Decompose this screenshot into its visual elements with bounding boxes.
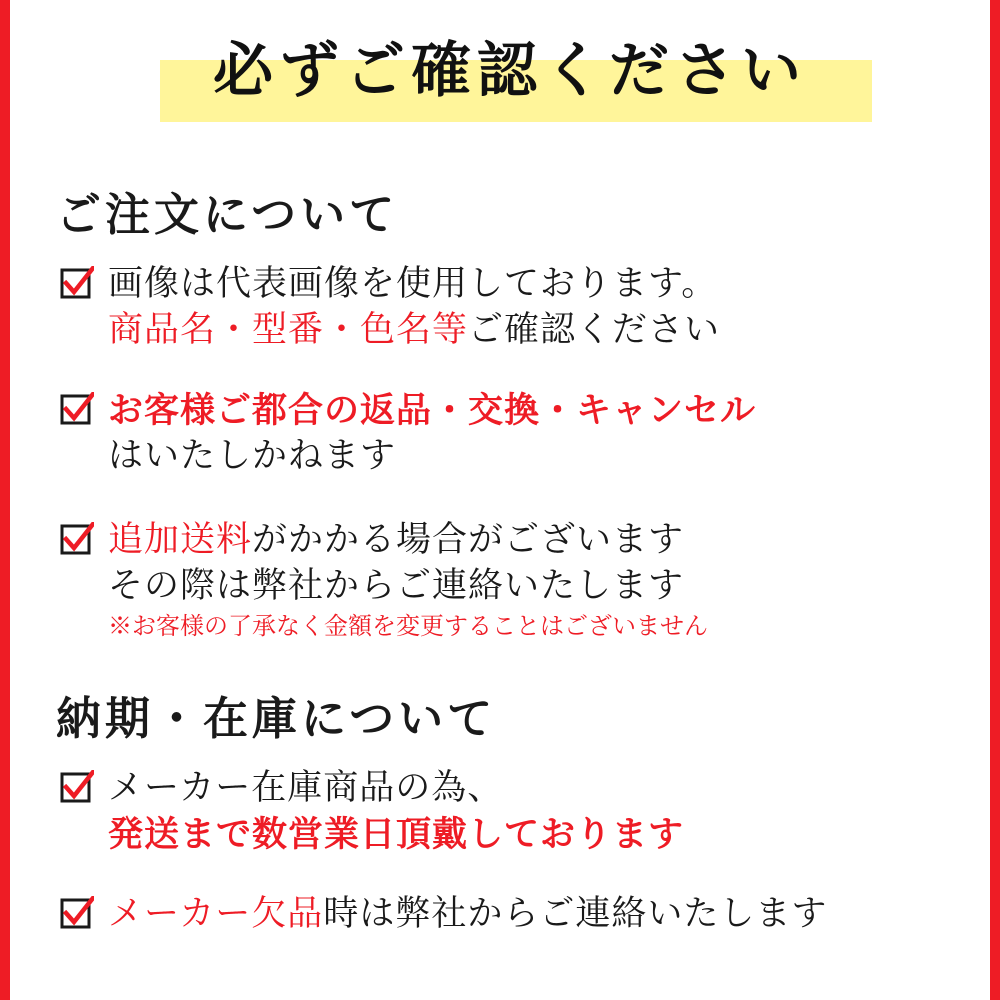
emphasis-text: 商品名・型番・色名等 [108, 309, 469, 350]
checkbox-checked-icon [60, 392, 94, 426]
checkbox-checked-icon [60, 266, 94, 300]
list-item-line: 画像は代表画像を使用しております。 [108, 264, 718, 304]
page-title [20, 34, 1000, 109]
emphasis-text: メーカー欠品 [108, 894, 324, 934]
list-item [60, 262, 980, 353]
emphasis-text: 追加送料 [108, 520, 253, 560]
list-item-lines [108, 388, 980, 479]
list-item-line: お客様ご都合の返品・交換・キャンセル [108, 390, 757, 431]
list-item-lines [108, 892, 980, 938]
list-item [60, 518, 980, 642]
checkbox-checked-icon [60, 896, 94, 930]
checkbox-checked-icon [60, 522, 94, 556]
list-item-line: 発送まで数営業日頂戴しております [108, 813, 685, 855]
list-item-line [108, 518, 980, 564]
list-item-note: ※お客様の了承なく金額を変更することはございません [108, 612, 708, 640]
list-item-lines [108, 766, 980, 857]
plain-text: 時は弊社からご連絡いたします [323, 894, 828, 934]
section-heading-order: ご注文について [56, 188, 399, 241]
section-heading-delivery: 納期・在庫について [56, 692, 497, 745]
page-title-text: 必ずご確認ください [213, 36, 807, 106]
plain-text: ご確認ください [468, 309, 721, 350]
list-item-line: はいたしかねます [108, 435, 397, 476]
list-item-line: その際は弊社からご連絡いたします [108, 565, 685, 606]
list-item-line [108, 308, 980, 354]
list-item [60, 892, 980, 938]
checkbox-checked-icon [60, 770, 94, 804]
plain-text: がかかる場合がございます [252, 520, 685, 560]
list-item [60, 766, 980, 857]
notice-content [20, 0, 1000, 1000]
list-item-lines [108, 262, 980, 353]
list-item-line [108, 892, 980, 938]
list-item-line: メーカー在庫商品の為、 [108, 768, 504, 808]
list-item-lines [108, 518, 980, 642]
list-item [60, 388, 980, 479]
